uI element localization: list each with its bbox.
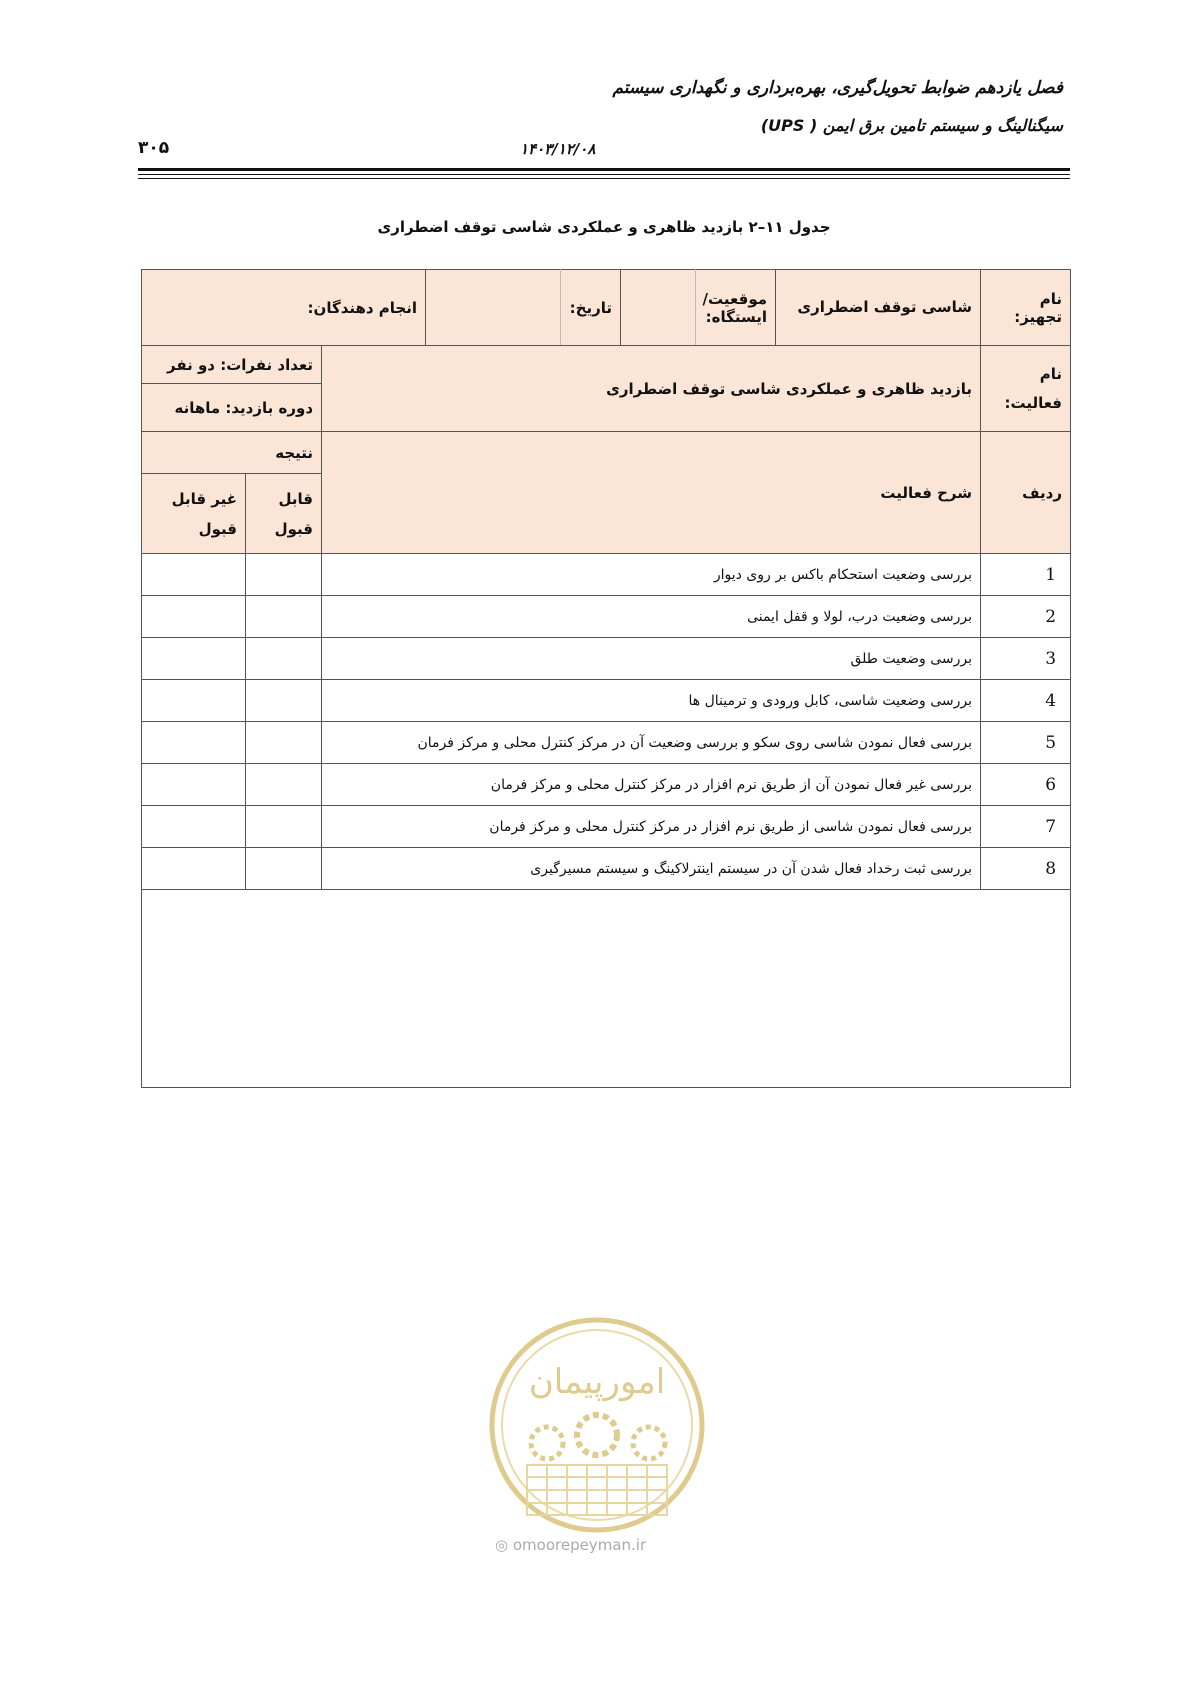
row-description: بررسی وضعیت درب، لولا و قفل ایمنی [322, 596, 981, 638]
row-description: بررسی وضعیت طلق [322, 638, 981, 680]
col-result: نتیجه [142, 432, 322, 474]
header-date: ۱۴۰۳/۱۲/۰۸ [520, 140, 596, 158]
row-number: 4 [981, 680, 1071, 722]
columns-header-row [142, 432, 1071, 474]
inspection-form-table [141, 269, 1071, 1088]
date-value [426, 270, 561, 346]
table-caption: جدول ۱۱–۲ بازدید ظاهری و عملکردی شاسی توقف اضطراری [377, 218, 831, 236]
table-row [142, 554, 1071, 596]
performers-label: انجام دهندگان: [142, 270, 426, 346]
equipment-value: شاسی توقف اضطراری [776, 270, 981, 346]
reject-cell[interactable] [142, 722, 246, 764]
chapter-title: فصل یازدهم ضوابط تحویل‌گیری، بهره‌برداری و نگهداری سیستم [612, 78, 1063, 98]
accept-cell[interactable] [246, 638, 322, 680]
accept-cell[interactable] [246, 806, 322, 848]
reject-cell[interactable] [142, 596, 246, 638]
equipment-row [142, 270, 1071, 346]
col-reject: غیر قابل قبول [142, 474, 246, 554]
row-description: بررسی وضعیت استحکام باکس بر روی دیوار [322, 554, 981, 596]
row-number: 6 [981, 764, 1071, 806]
header-rule-thin-2 [138, 178, 1070, 179]
row-description: بررسی فعال نمودن شاسی از طریق نرم افزار در مرکز کنترل محلی و مرکز فرمان [322, 806, 981, 848]
row-number: 2 [981, 596, 1071, 638]
col-row-number: ردیف [981, 432, 1071, 554]
reject-cell[interactable] [142, 806, 246, 848]
staff-count: تعداد نفرات: دو نفر [142, 346, 322, 384]
table-row [142, 848, 1071, 890]
equipment-label: نام تجهیز: [981, 270, 1071, 346]
accept-cell[interactable] [246, 848, 322, 890]
row-number: 1 [981, 554, 1071, 596]
accept-cell[interactable] [246, 722, 322, 764]
row-description: بررسی فعال نمودن شاسی روی سکو و بررسی وضعیت آن در مرکز کنترل محلی و مرکز فرمان [322, 722, 981, 764]
row-description: بررسی غیر فعال نمودن آن از طریق نرم افزار در مرکز کنترل محلی و مرکز فرمان [322, 764, 981, 806]
reject-cell[interactable] [142, 848, 246, 890]
row-number: 5 [981, 722, 1071, 764]
activity-row-1 [142, 346, 1071, 384]
page-number: ۳۰۵ [138, 138, 170, 158]
col-description: شرح فعالیت [322, 432, 981, 554]
accept-cell[interactable] [246, 596, 322, 638]
row-number: 8 [981, 848, 1071, 890]
table-row [142, 722, 1071, 764]
row-description: بررسی ثبت رخداد فعال شدن آن در سیستم اینترلاکینگ و سیستم مسیرگیری [322, 848, 981, 890]
header-rule-thin-1 [138, 174, 1070, 175]
reject-cell[interactable] [142, 680, 246, 722]
accept-cell[interactable] [246, 554, 322, 596]
row-number: 3 [981, 638, 1071, 680]
table-row [142, 806, 1071, 848]
watermark-url-text: omoorepeyman.ir [512, 1536, 647, 1554]
location-value [621, 270, 696, 346]
notes-area [142, 890, 1071, 1088]
table-row [142, 764, 1071, 806]
header-rule-thick [138, 168, 1070, 171]
visit-period: دوره بازدید: ماهانه [142, 384, 322, 432]
row-number: 7 [981, 806, 1071, 848]
watermark-url: ◎ omoorepeyman.ir [495, 1536, 647, 1554]
activity-value: بازدید ظاهری و عملکردی شاسی توقف اضطراری [322, 346, 981, 432]
table-row [142, 680, 1071, 722]
reject-cell[interactable] [142, 764, 246, 806]
table-row [142, 596, 1071, 638]
reject-cell[interactable] [142, 638, 246, 680]
svg-text:امورپیمان: امورپیمان [528, 1362, 666, 1402]
activity-label: نام فعالیت: [981, 346, 1071, 432]
row-description: بررسی وضعیت شاسی، کابل ورودی و ترمینال ها [322, 680, 981, 722]
accept-cell[interactable] [246, 764, 322, 806]
date-label: تاریخ: [561, 270, 621, 346]
notes-cell[interactable] [142, 890, 1071, 1088]
col-accept: قابل قبول [246, 474, 322, 554]
watermark-logo-icon [487, 1315, 707, 1535]
accept-cell[interactable] [246, 680, 322, 722]
table-row [142, 638, 1071, 680]
location-label: موقعیت/ایستگاه: [696, 270, 776, 346]
reject-cell[interactable] [142, 554, 246, 596]
chapter-subtitle: سیگنالینگ و سیستم تامین برق ایمن ( UPS) [760, 116, 1063, 135]
